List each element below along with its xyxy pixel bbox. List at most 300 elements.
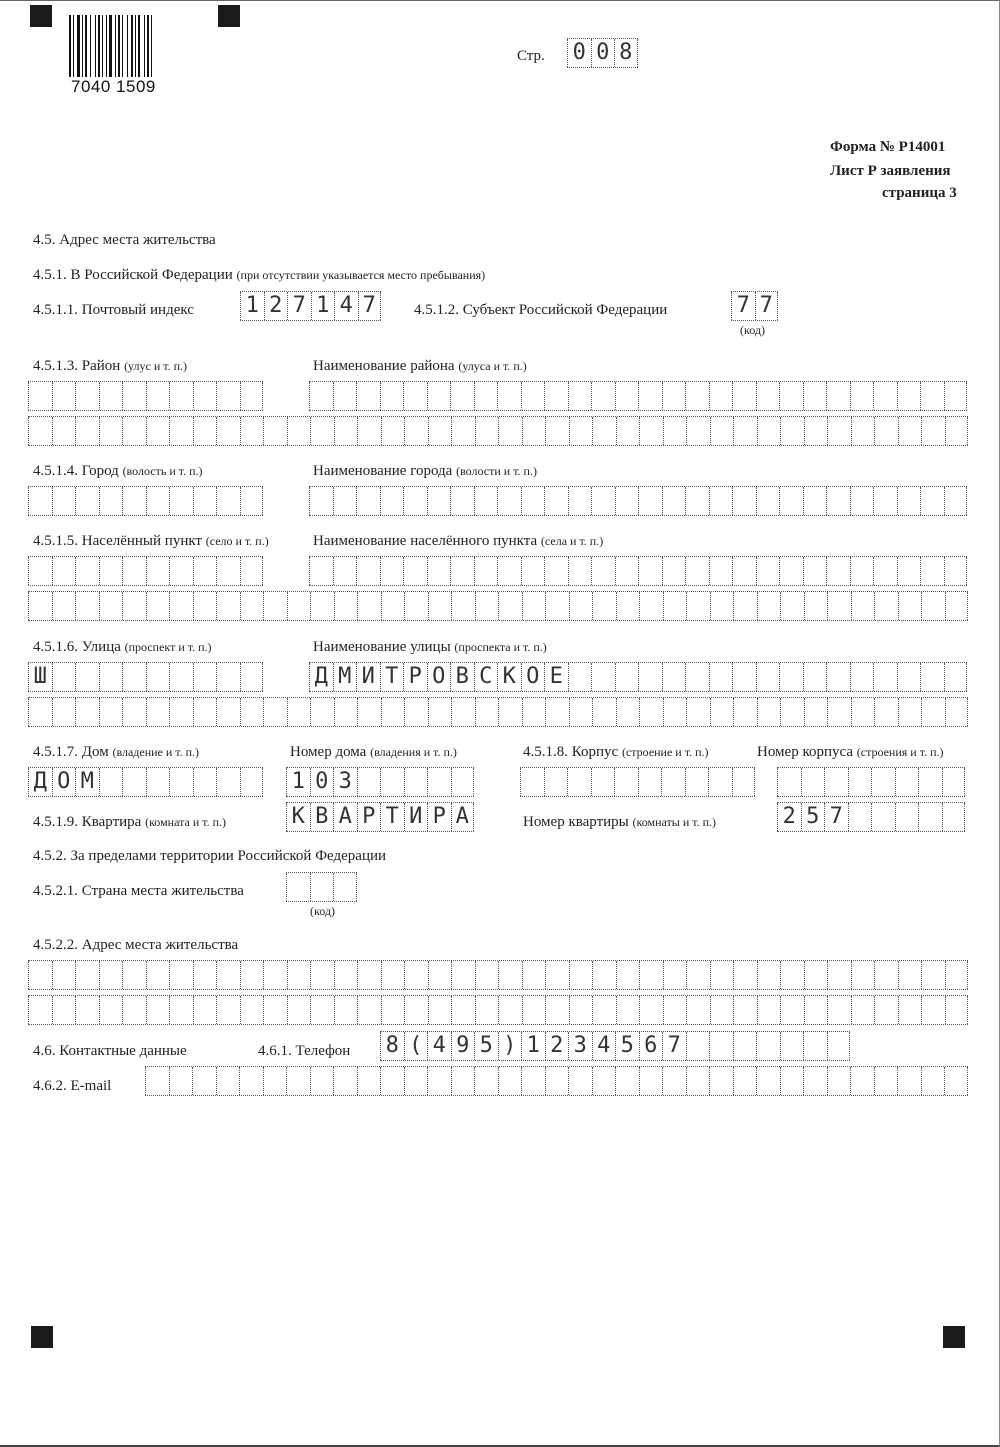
char-cell[interactable] [874, 417, 898, 445]
char-cell[interactable] [826, 487, 850, 515]
char-cell[interactable] [827, 417, 851, 445]
char-cell[interactable] [756, 1067, 780, 1095]
building-number-field[interactable] [777, 767, 965, 797]
char-cell[interactable] [544, 768, 568, 796]
char-cell[interactable] [334, 417, 358, 445]
char-cell[interactable] [569, 961, 593, 989]
char-cell[interactable] [545, 1067, 569, 1095]
char-cell[interactable] [851, 961, 875, 989]
char-cell[interactable] [944, 557, 968, 585]
char-cell[interactable] [686, 417, 710, 445]
char-cell[interactable] [333, 382, 357, 410]
char-cell[interactable] [75, 996, 99, 1024]
char-cell[interactable]: А [451, 803, 475, 831]
char-cell[interactable] [216, 382, 240, 410]
char-cell[interactable] [263, 996, 287, 1024]
email-field[interactable] [145, 1066, 968, 1096]
char-cell[interactable] [498, 698, 522, 726]
char-cell[interactable] [944, 487, 968, 515]
char-cell[interactable] [942, 768, 966, 796]
char-cell[interactable] [777, 768, 801, 796]
char-cell[interactable] [685, 557, 709, 585]
char-cell[interactable] [826, 557, 850, 585]
char-cell[interactable] [99, 417, 123, 445]
char-cell[interactable] [780, 961, 804, 989]
char-cell[interactable] [146, 557, 170, 585]
char-cell[interactable] [848, 803, 872, 831]
char-cell[interactable] [309, 557, 333, 585]
char-cell[interactable] [522, 961, 546, 989]
char-cell[interactable] [780, 996, 804, 1024]
char-cell[interactable] [733, 996, 757, 1024]
char-cell[interactable] [780, 1067, 804, 1095]
char-cell[interactable] [240, 417, 264, 445]
char-cell[interactable] [52, 382, 76, 410]
char-cell[interactable] [779, 557, 803, 585]
char-cell[interactable] [780, 592, 804, 620]
char-cell[interactable] [310, 417, 334, 445]
char-cell[interactable] [145, 1067, 169, 1095]
char-cell[interactable] [146, 417, 170, 445]
char-cell[interactable] [451, 1067, 475, 1095]
char-cell[interactable] [169, 557, 193, 585]
char-cell[interactable] [568, 487, 592, 515]
char-cell[interactable]: 7 [755, 292, 779, 320]
char-cell[interactable] [146, 698, 170, 726]
char-cell[interactable]: И [356, 663, 380, 691]
char-cell[interactable] [874, 996, 898, 1024]
region-code-field[interactable] [731, 291, 778, 321]
char-cell[interactable] [826, 663, 850, 691]
char-cell[interactable] [122, 961, 146, 989]
char-cell[interactable] [451, 996, 475, 1024]
char-cell[interactable] [28, 557, 52, 585]
house-number-field[interactable] [286, 767, 474, 797]
char-cell[interactable] [614, 768, 638, 796]
char-cell[interactable] [920, 487, 944, 515]
char-cell[interactable]: 2 [545, 1032, 569, 1060]
char-cell[interactable] [146, 961, 170, 989]
char-cell[interactable] [427, 487, 451, 515]
char-cell[interactable] [381, 417, 405, 445]
char-cell[interactable] [216, 663, 240, 691]
char-cell[interactable] [921, 1067, 945, 1095]
char-cell[interactable] [803, 1032, 827, 1060]
char-cell[interactable] [898, 417, 922, 445]
char-cell[interactable] [591, 557, 615, 585]
char-cell[interactable] [357, 996, 381, 1024]
char-cell[interactable] [498, 961, 522, 989]
char-cell[interactable] [921, 698, 945, 726]
char-cell[interactable]: Р [357, 803, 381, 831]
char-cell[interactable] [545, 698, 569, 726]
char-cell[interactable] [404, 592, 428, 620]
building-type-field[interactable] [520, 767, 755, 797]
apartment-number-field[interactable] [777, 802, 965, 832]
char-cell[interactable] [498, 592, 522, 620]
char-cell[interactable] [945, 961, 969, 989]
char-cell[interactable] [99, 382, 123, 410]
char-cell[interactable] [357, 417, 381, 445]
char-cell[interactable] [898, 698, 922, 726]
char-cell[interactable] [710, 698, 734, 726]
char-cell[interactable] [545, 592, 569, 620]
char-cell[interactable] [169, 592, 193, 620]
char-cell[interactable] [638, 768, 662, 796]
char-cell[interactable] [662, 663, 686, 691]
char-cell[interactable] [850, 382, 874, 410]
char-cell[interactable] [803, 557, 827, 585]
char-cell[interactable] [28, 961, 52, 989]
char-cell[interactable] [710, 417, 734, 445]
char-cell[interactable] [615, 663, 639, 691]
char-cell[interactable] [122, 487, 146, 515]
char-cell[interactable] [568, 663, 592, 691]
char-cell[interactable] [801, 768, 825, 796]
char-cell[interactable]: 4 [334, 292, 358, 320]
char-cell[interactable] [286, 1067, 310, 1095]
char-cell[interactable] [193, 592, 217, 620]
char-cell[interactable] [827, 961, 851, 989]
char-cell[interactable] [263, 417, 287, 445]
char-cell[interactable]: В [450, 663, 474, 691]
char-cell[interactable] [616, 417, 640, 445]
char-cell[interactable] [216, 768, 240, 796]
char-cell[interactable] [451, 698, 475, 726]
char-cell[interactable] [404, 417, 428, 445]
char-cell[interactable] [871, 768, 895, 796]
char-cell[interactable]: О [427, 663, 451, 691]
char-cell[interactable] [451, 768, 475, 796]
char-cell[interactable] [686, 592, 710, 620]
settlement-name-field[interactable] [309, 556, 967, 586]
char-cell[interactable] [427, 557, 451, 585]
char-cell[interactable] [52, 996, 76, 1024]
char-cell[interactable] [685, 768, 709, 796]
char-cell[interactable] [357, 768, 381, 796]
char-cell[interactable] [663, 961, 687, 989]
char-cell[interactable] [544, 487, 568, 515]
char-cell[interactable] [920, 663, 944, 691]
char-cell[interactable] [192, 1067, 216, 1095]
char-cell[interactable] [827, 592, 851, 620]
char-cell[interactable] [521, 382, 545, 410]
char-cell[interactable] [263, 1067, 287, 1095]
phone-field[interactable] [380, 1031, 850, 1061]
char-cell[interactable] [240, 663, 264, 691]
char-cell[interactable]: 2 [264, 292, 288, 320]
char-cell[interactable] [216, 996, 240, 1024]
char-cell[interactable] [240, 557, 264, 585]
settlement-name-field-line-2[interactable] [28, 591, 968, 621]
char-cell[interactable] [592, 417, 616, 445]
char-cell[interactable] [380, 1067, 404, 1095]
char-cell[interactable] [616, 996, 640, 1024]
char-cell[interactable] [216, 592, 240, 620]
char-cell[interactable] [591, 382, 615, 410]
char-cell[interactable] [99, 487, 123, 515]
char-cell[interactable] [756, 1032, 780, 1060]
char-cell[interactable] [780, 698, 804, 726]
char-cell[interactable] [75, 487, 99, 515]
char-cell[interactable] [662, 487, 686, 515]
char-cell[interactable] [710, 592, 734, 620]
char-cell[interactable] [287, 592, 311, 620]
char-cell[interactable] [827, 1067, 851, 1095]
city-name-field[interactable] [309, 486, 967, 516]
char-cell[interactable] [52, 557, 76, 585]
char-cell[interactable] [474, 487, 498, 515]
char-cell[interactable] [356, 382, 380, 410]
char-cell[interactable] [99, 996, 123, 1024]
char-cell[interactable] [286, 873, 310, 901]
char-cell[interactable] [287, 417, 311, 445]
char-cell[interactable] [803, 663, 827, 691]
house-type-field[interactable] [28, 767, 263, 797]
char-cell[interactable] [710, 961, 734, 989]
char-cell[interactable] [804, 592, 828, 620]
char-cell[interactable] [639, 698, 663, 726]
char-cell[interactable]: Ш [28, 663, 52, 691]
char-cell[interactable] [804, 996, 828, 1024]
char-cell[interactable] [240, 592, 264, 620]
char-cell[interactable] [945, 996, 969, 1024]
char-cell[interactable] [592, 1067, 616, 1095]
char-cell[interactable] [944, 663, 968, 691]
char-cell[interactable] [357, 592, 381, 620]
char-cell[interactable] [381, 996, 405, 1024]
char-cell[interactable] [639, 417, 663, 445]
char-cell[interactable] [474, 382, 498, 410]
char-cell[interactable] [663, 592, 687, 620]
char-cell[interactable] [146, 592, 170, 620]
char-cell[interactable] [638, 557, 662, 585]
char-cell[interactable]: 1 [521, 1032, 545, 1060]
char-cell[interactable] [897, 663, 921, 691]
char-cell[interactable] [75, 698, 99, 726]
char-cell[interactable] [779, 382, 803, 410]
char-cell[interactable] [921, 961, 945, 989]
char-cell[interactable] [757, 961, 781, 989]
char-cell[interactable]: 1 [311, 292, 335, 320]
char-cell[interactable] [897, 557, 921, 585]
char-cell[interactable]: ) [498, 1032, 522, 1060]
char-cell[interactable] [169, 768, 193, 796]
char-cell[interactable]: Р [403, 663, 427, 691]
char-cell[interactable]: М [75, 768, 99, 796]
char-cell[interactable] [944, 1067, 968, 1095]
char-cell[interactable] [615, 557, 639, 585]
char-cell[interactable] [592, 961, 616, 989]
char-cell[interactable] [451, 417, 475, 445]
char-cell[interactable] [403, 382, 427, 410]
char-cell[interactable] [334, 996, 358, 1024]
char-cell[interactable] [122, 698, 146, 726]
char-cell[interactable] [615, 1067, 639, 1095]
char-cell[interactable] [240, 768, 264, 796]
char-cell[interactable] [544, 382, 568, 410]
char-cell[interactable] [356, 557, 380, 585]
char-cell[interactable] [99, 698, 123, 726]
char-cell[interactable] [333, 557, 357, 585]
char-cell[interactable] [146, 382, 170, 410]
char-cell[interactable]: О [52, 768, 76, 796]
char-cell[interactable] [497, 487, 521, 515]
foreign-address-field[interactable] [28, 960, 968, 990]
char-cell[interactable] [874, 592, 898, 620]
city-type-field[interactable] [28, 486, 263, 516]
char-cell[interactable] [428, 592, 452, 620]
char-cell[interactable]: Д [28, 768, 52, 796]
char-cell[interactable] [616, 698, 640, 726]
char-cell[interactable] [75, 592, 99, 620]
char-cell[interactable] [309, 382, 333, 410]
apartment-type-field[interactable] [286, 802, 474, 832]
char-cell[interactable] [616, 592, 640, 620]
char-cell[interactable] [733, 1032, 757, 1060]
char-cell[interactable] [356, 487, 380, 515]
char-cell[interactable] [803, 1067, 827, 1095]
char-cell[interactable] [28, 698, 52, 726]
char-cell[interactable] [824, 768, 848, 796]
char-cell[interactable] [75, 417, 99, 445]
char-cell[interactable] [686, 1032, 710, 1060]
char-cell[interactable] [945, 698, 969, 726]
char-cell[interactable]: 4 [592, 1032, 616, 1060]
char-cell[interactable] [662, 557, 686, 585]
char-cell[interactable] [921, 996, 945, 1024]
char-cell[interactable] [615, 382, 639, 410]
char-cell[interactable] [263, 592, 287, 620]
char-cell[interactable] [357, 961, 381, 989]
char-cell[interactable]: 8 [380, 1032, 404, 1060]
char-cell[interactable] [122, 557, 146, 585]
char-cell[interactable]: 5 [801, 803, 825, 831]
char-cell[interactable] [333, 873, 357, 901]
char-cell[interactable] [569, 417, 593, 445]
country-code-field[interactable] [286, 872, 357, 902]
char-cell[interactable] [75, 557, 99, 585]
char-cell[interactable] [287, 698, 311, 726]
char-cell[interactable] [357, 698, 381, 726]
char-cell[interactable] [662, 382, 686, 410]
char-cell[interactable] [239, 1067, 263, 1095]
char-cell[interactable] [146, 996, 170, 1024]
char-cell[interactable]: Е [544, 663, 568, 691]
char-cell[interactable] [309, 487, 333, 515]
char-cell[interactable] [428, 698, 452, 726]
char-cell[interactable] [451, 961, 475, 989]
char-cell[interactable] [826, 382, 850, 410]
char-cell[interactable] [942, 803, 966, 831]
char-cell[interactable] [193, 996, 217, 1024]
char-cell[interactable] [310, 698, 334, 726]
char-cell[interactable] [710, 996, 734, 1024]
char-cell[interactable] [522, 417, 546, 445]
char-cell[interactable] [99, 557, 123, 585]
char-cell[interactable] [757, 417, 781, 445]
char-cell[interactable] [169, 1067, 193, 1095]
char-cell[interactable] [450, 487, 474, 515]
char-cell[interactable] [193, 487, 217, 515]
char-cell[interactable] [474, 557, 498, 585]
char-cell[interactable]: 7 [731, 292, 755, 320]
char-cell[interactable]: 1 [240, 292, 264, 320]
char-cell[interactable] [569, 698, 593, 726]
char-cell[interactable] [193, 768, 217, 796]
char-cell[interactable] [732, 557, 756, 585]
char-cell[interactable] [99, 768, 123, 796]
char-cell[interactable] [708, 768, 732, 796]
char-cell[interactable] [874, 698, 898, 726]
char-cell[interactable]: 0 [591, 39, 615, 67]
char-cell[interactable]: О [521, 663, 545, 691]
char-cell[interactable] [874, 1067, 898, 1095]
char-cell[interactable] [475, 698, 499, 726]
char-cell[interactable] [921, 417, 945, 445]
char-cell[interactable] [403, 487, 427, 515]
char-cell[interactable] [591, 768, 615, 796]
char-cell[interactable] [193, 382, 217, 410]
char-cell[interactable] [99, 961, 123, 989]
char-cell[interactable] [898, 996, 922, 1024]
char-cell[interactable] [450, 382, 474, 410]
char-cell[interactable]: Д [309, 663, 333, 691]
char-cell[interactable] [874, 961, 898, 989]
char-cell[interactable] [709, 487, 733, 515]
char-cell[interactable] [52, 592, 76, 620]
district-name-field-line-2[interactable] [28, 416, 968, 446]
char-cell[interactable] [428, 417, 452, 445]
postal-code-field[interactable] [240, 291, 381, 321]
foreign-address-field-line-2[interactable] [28, 995, 968, 1025]
char-cell[interactable]: 8 [614, 39, 638, 67]
char-cell[interactable] [380, 487, 404, 515]
char-cell[interactable] [591, 487, 615, 515]
char-cell[interactable] [263, 961, 287, 989]
char-cell[interactable] [403, 557, 427, 585]
char-cell[interactable] [567, 768, 591, 796]
char-cell[interactable]: С [474, 663, 498, 691]
char-cell[interactable] [216, 557, 240, 585]
char-cell[interactable] [380, 768, 404, 796]
char-cell[interactable] [663, 698, 687, 726]
char-cell[interactable] [52, 961, 76, 989]
char-cell[interactable] [709, 382, 733, 410]
char-cell[interactable] [522, 592, 546, 620]
char-cell[interactable]: 7 [358, 292, 382, 320]
char-cell[interactable] [52, 487, 76, 515]
char-cell[interactable] [920, 382, 944, 410]
char-cell[interactable] [895, 803, 919, 831]
char-cell[interactable] [848, 768, 872, 796]
char-cell[interactable] [757, 996, 781, 1024]
char-cell[interactable] [850, 663, 874, 691]
char-cell[interactable]: Р [427, 803, 451, 831]
char-cell[interactable] [779, 663, 803, 691]
char-cell[interactable] [475, 417, 499, 445]
char-cell[interactable] [521, 1067, 545, 1095]
district-name-field[interactable] [309, 381, 967, 411]
char-cell[interactable] [733, 1067, 757, 1095]
char-cell[interactable] [756, 557, 780, 585]
char-cell[interactable] [638, 663, 662, 691]
char-cell[interactable] [873, 382, 897, 410]
char-cell[interactable] [28, 592, 52, 620]
char-cell[interactable] [827, 698, 851, 726]
char-cell[interactable] [450, 557, 474, 585]
char-cell[interactable] [310, 996, 334, 1024]
